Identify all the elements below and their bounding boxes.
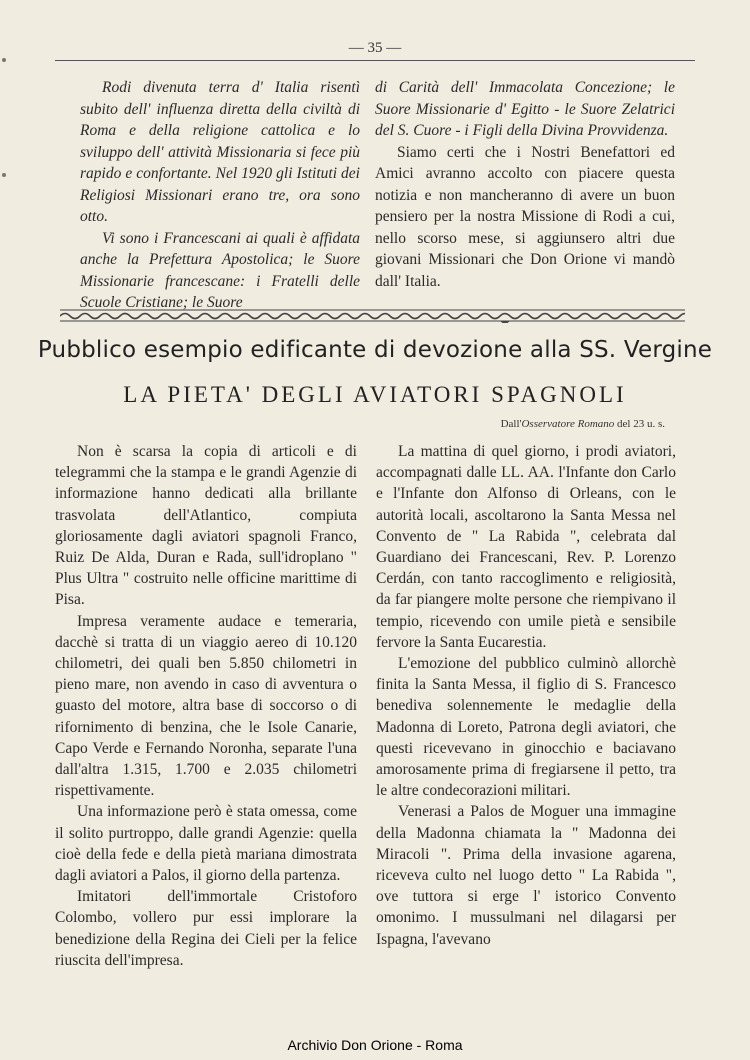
source-prefix: Dall' <box>500 418 522 430</box>
scan-edge-mark <box>2 58 6 62</box>
article-paragraph: Venerasi a Palos de Moguer una immagine della Madonna chiamata la " Madonna dei Miracoli ". Prima della invasione agarena, riceveva culto nel luogo detto " La Rabida ", ove tuttora si erge l' istorico Convento omonimo. I mussulmani nel dilagarsi per Ispagna, l'avevano <box>376 803 676 948</box>
page-number: — 35 — <box>348 40 402 56</box>
continuation-paragraph: Siamo certi che i Nostri Benefattori ed Amici avranno accolto con piacere questa notizia e non mancheranno di avere un buon pensiero per la nostra Missione di Rodi a cui, nello scorso mese, si aggiunsero altri due giovani Missionari che Don Orione vi mandò dall' Italia. <box>375 143 675 290</box>
article-paragraph: Non è scarsa la copia di articoli e di telegrammi che la stampa e le grandi Agenzie di informazione hanno dedicati alla brillante trasvolata dell'Atlantico, compiuta gloriosamente dagli aviatori spagnoli Franco, Ruiz De Alda, Duran e Rada, sull'idroplano " Plus Ultra " costruito nelle officine marittime di Pisa. <box>55 443 357 609</box>
article-paragraph: Imitatori dell'immortale Cristoforo Colombo, vollero pur essi implorare la benedizione della Regina dei Cieli per la felice riuscita dell'impresa. <box>55 888 357 969</box>
article-paragraph: Impresa veramente audace e temeraria, dacchè si tratta di un viaggio aereo di 10.120 chilometri, dei quali ben 5.850 chilometri in pieno mare, non avendo in caso di avventura o guasto del motore, altra base di soccorso o di rifornimento di benzina, che le Isole Canarie, Capo Verde e Fernando Noronha, separate l'una dall'altra 1.315, 1.700 e 2.035 chilometri rispettivamente. <box>55 612 357 800</box>
continuation-right-column <box>375 77 675 292</box>
article-paragraph: Una informazione però è stata omessa, come il solito purtroppo, dalle grandi Agenzie: quella cioè della fede e della pietà mariana dimostrata dagli aviatori a Palos, il giorno della partenza. <box>55 803 357 885</box>
header-rule <box>55 60 695 61</box>
article-subheading: LA PIETA' DEGLI AVIATORI SPAGNOLI <box>123 382 627 407</box>
continuation-paragraph: Vi sono i Francescani ai quali è affidata anche la Prefettura Apostolica; le Suore Missionarie francescane: i Fratelli delle Scuole Cristiane; le Suore <box>80 229 360 311</box>
continuation-left-column <box>80 77 360 314</box>
scan-edge-mark <box>2 173 6 177</box>
ornamental-divider <box>60 307 685 323</box>
article-right-column <box>376 441 676 950</box>
source-name: Osservatore Romano <box>521 418 615 430</box>
source-note <box>501 418 665 430</box>
article-heading: Pubblico esempio edificante di devozione alla SS. Vergine <box>37 337 713 363</box>
archive-caption: Archivio Don Orione - Roma <box>287 1037 463 1053</box>
article-left-column <box>55 441 357 971</box>
article-paragraph: La mattina di quel giorno, i prodi aviatori, accompagnati dalle LL. AA. l'Infante don Carlo e l'Infante don Alfonso di Orleans, con le autorità locali, ascoltarono la Santa Messa nel Convento de " La Rabida ", celebrata dal Guardiano dei Francescani, Rev. P. Lorenzo Cerdán, con tanto raccoglimento e religiosità, da far piangere molte persone che riempivano il tempio, ricevendo con umile pietà e sensibile fervore la Santa Eucarestia. <box>376 443 676 651</box>
source-date: del 23 u. s. <box>614 418 665 430</box>
article-paragraph: L'emozione del pubblico culminò allorchè finita la Santa Messa, il figlio di S. Francesco benediva solennemente le medaglie della Madonna di Loreto, Patrona degli aviatori, che questi ricevevano in ginocchio e baciavano amorosamente prima di fregiarsene il petto, tra le altre condecorazioni militari. <box>376 655 676 800</box>
continuation-paragraph: Rodi divenuta terra d' Italia risentì subito dell' influenza diretta della civiltà di Roma e della religione cattolica e lo sviluppo dell' attività Missionaria si fece più rapido e confortante. Nel 1920 gli Istituti dei Religiosi Missionari erano tre, ora sono otto. <box>80 79 360 225</box>
continuation-paragraph: di Carità dell' Immacolata Concezione; le Suore Missionarie d' Egitto - le Suore Zelatrici del S. Cuore - i Figli della Divina Provvidenza. <box>375 79 675 139</box>
